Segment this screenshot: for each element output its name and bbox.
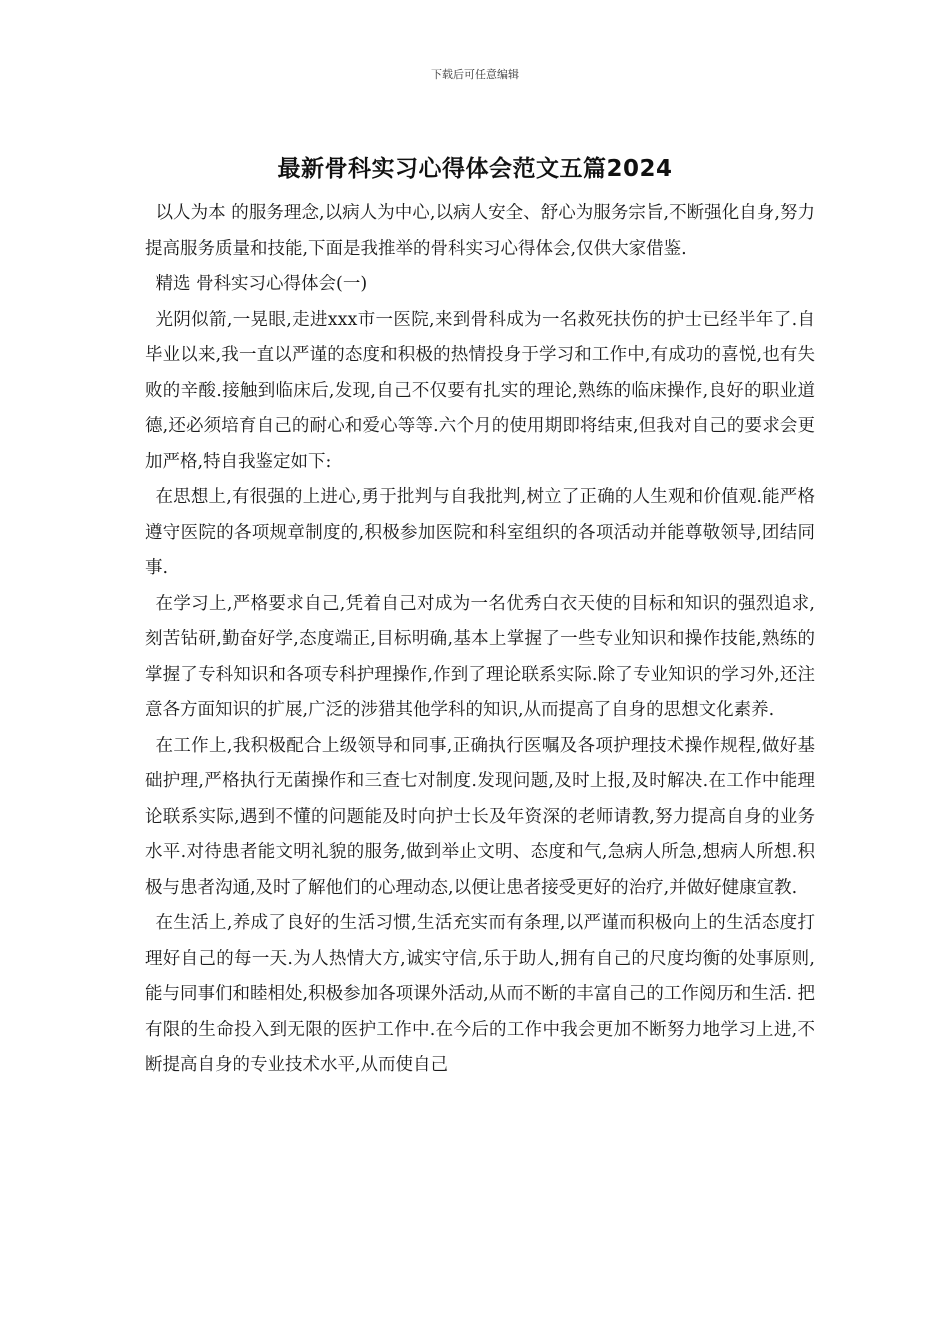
- paragraph-intro: 以人为本 的服务理念,以病人为中心,以病人安全、舒心为服务宗旨,不断强化自身,努力提高服务质量和技能,下面是我推举的骨科实习心得体会,仅供大家借鉴.: [145, 203, 815, 259]
- document-body: [145, 196, 815, 1084]
- section-heading: 精选 骨科实习心得体会(一): [155, 274, 368, 294]
- header-note: 下载后可任意编辑: [431, 68, 519, 81]
- document-title: 最新骨科实习心得体会范文五篇2024: [277, 156, 673, 182]
- paragraph: 在学习上,严格要求自己,凭着自己对成为一名优秀白衣天使的目标和知识的强烈追求,刻苦钻研,勤奋好学,态度端正,目标明确,基本上掌握了一些专业知识和操作技能,熟练的掌握了专科知识和各项专科护理操作,作到了理论联系实际.除了专业知识的学习外,还注意各方面知识的扩展,广泛的涉猎其他学科的知识,从而提高了自身的思想文化素养.: [145, 593, 815, 720]
- paragraph: 在工作上,我积极配合上级领导和同事,正确执行医嘱及各项护理技术操作规程,做好基础护理,严格执行无菌操作和三查七对制度.发现问题,及时上报,及时解决.在工作中能理论联系实际,遇到不懂的问题能及时向护士长及年资深的老师请教,努力提高自身的业务水平.对待患者能文明礼貌的服务,做到举止文明、态度和气,急病人所急,想病人所想.积极与患者沟通,及时了解他们的心理动态,以便让患者接受更好的治疗,并做好健康宣教.: [145, 735, 815, 898]
- paragraph: 在生活上,养成了良好的生活习惯,生活充实而有条理,以严谨而积极向上的生活态度打理好自己的每一天.为人热情大方,诚实守信,乐于助人,拥有自己的尺度均衡的处事原则,能与同事们和睦相处,积极参加各项课外活动,从而不断的丰富自己的工作阅历和生活. 把有限的生命投入到无限的医护工作中.在今后的工作中我会更加不断努力地学习上进,不断提高自身的专业技术水平,从而使自己: [145, 913, 815, 1075]
- paragraph: 在思想上,有很强的上进心,勇于批判与自我批判,树立了正确的人生观和价值观.能严格遵守医院的各项规章制度的,积极参加医院和科室组织的各项活动并能尊敬领导,团结同事.: [145, 487, 815, 578]
- paragraph: 光阴似箭,一晃眼,走进xxx市一医院,来到骨科成为一名救死扶伤的护士已经半年了.自毕业以来,我一直以严谨的态度和积极的热情投身于学习和工作中,有成功的喜悦,也有失败的辛酸.接触到临床后,发现,自己不仅要有扎实的理论,熟练的临床操作,良好的职业道德,还必须培育自己的耐心和爱心等等.六个月的使用期即将结束,但我对自己的要求会更加严格,特自我鉴定如下:: [145, 309, 815, 472]
